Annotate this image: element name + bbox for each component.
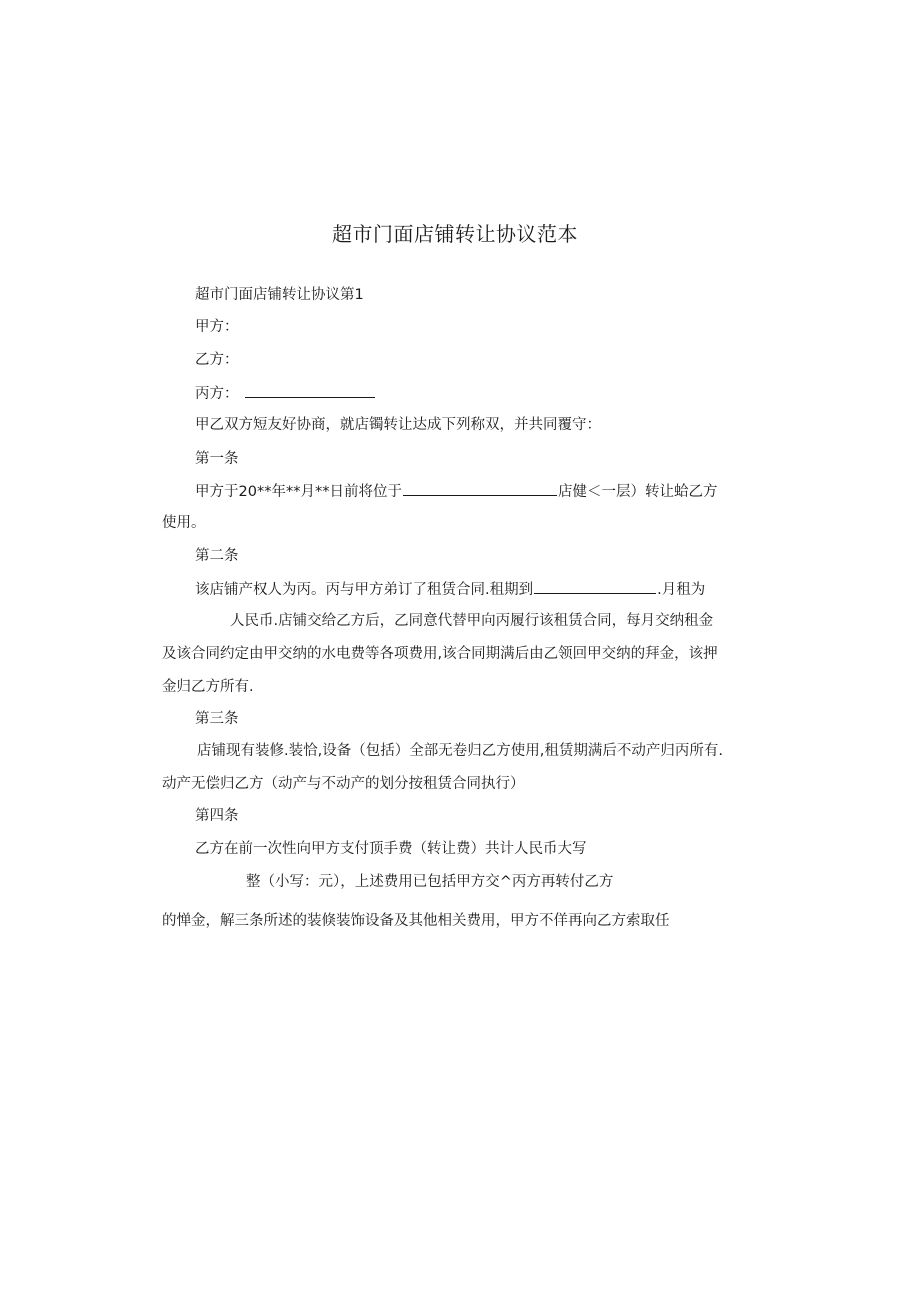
party-b-label: 乙方： bbox=[195, 352, 239, 368]
article-4-heading: 第四条 bbox=[195, 808, 239, 824]
article-3-line-1: 店铺现有装修.装恰,设备（包括）全部无卷归乙方使用,租赁期满后不动产归丙所有. bbox=[197, 743, 723, 759]
article-1-text-pre: 甲方于20**年**月**日前将位于 bbox=[195, 484, 402, 500]
article-2-line-2: 人民币.店铺交给乙方后，乙同意代替甲向丙履行该租赁合同，每月交纳租金 bbox=[230, 613, 714, 629]
article-4-line-1: 乙方在前一次性向甲方支付顶手费（转让费）共计人民币大写 bbox=[195, 841, 587, 857]
article-2-heading: 第二条 bbox=[195, 548, 239, 564]
article-4-line-3: 的惮金，解三条所述的装倏装饰设备及其他相关费用，甲方不佯再向乙方索取任 bbox=[162, 913, 670, 929]
agreement-heading: 超市门面店铺转让协议第1 bbox=[195, 287, 364, 303]
article-2-line-3: 及该合同约定由甲交纳的水电费等各项费用,该合同期满后由乙领回甲交纳的拜金，该押 bbox=[162, 646, 718, 662]
article-1-line-1 bbox=[195, 481, 717, 502]
party-a-label: 甲方： bbox=[195, 319, 239, 335]
lease-term-blank bbox=[534, 579, 656, 594]
party-c-blank bbox=[245, 383, 375, 398]
article-1-line-2: 使用。 bbox=[162, 515, 206, 531]
article-2-text-post: .月租为 bbox=[657, 582, 706, 598]
article-1-heading: 第一条 bbox=[195, 451, 239, 467]
article-2-line-4: 金归乙方所有. bbox=[162, 679, 254, 695]
article-1-text-post: 店健＜一层）转让蛤乙方 bbox=[557, 484, 718, 500]
article-3-heading: 第三条 bbox=[195, 711, 239, 727]
document-title: 超市门面店铺转让协议范本 bbox=[332, 222, 578, 246]
article-2-line-1 bbox=[195, 579, 705, 600]
party-c-label: 丙方： bbox=[195, 386, 239, 402]
intro-text: 甲乙双方短友好协商，就店镯转让达成下列称双，并共同覆守： bbox=[195, 417, 601, 433]
article-4-line-2: 整（小写：元），上述费用已包括甲方交^丙方再转付乙方 bbox=[246, 874, 614, 890]
location-blank bbox=[403, 481, 557, 496]
party-c-row bbox=[195, 383, 376, 404]
article-3-line-2: 动产无偿归乙方（动产与不动产的划分按租赁合同执行） bbox=[162, 776, 525, 792]
article-2-text-pre: 该店铺产权人为丙。丙与甲方弟订了租赁合同.租期到 bbox=[195, 582, 534, 598]
